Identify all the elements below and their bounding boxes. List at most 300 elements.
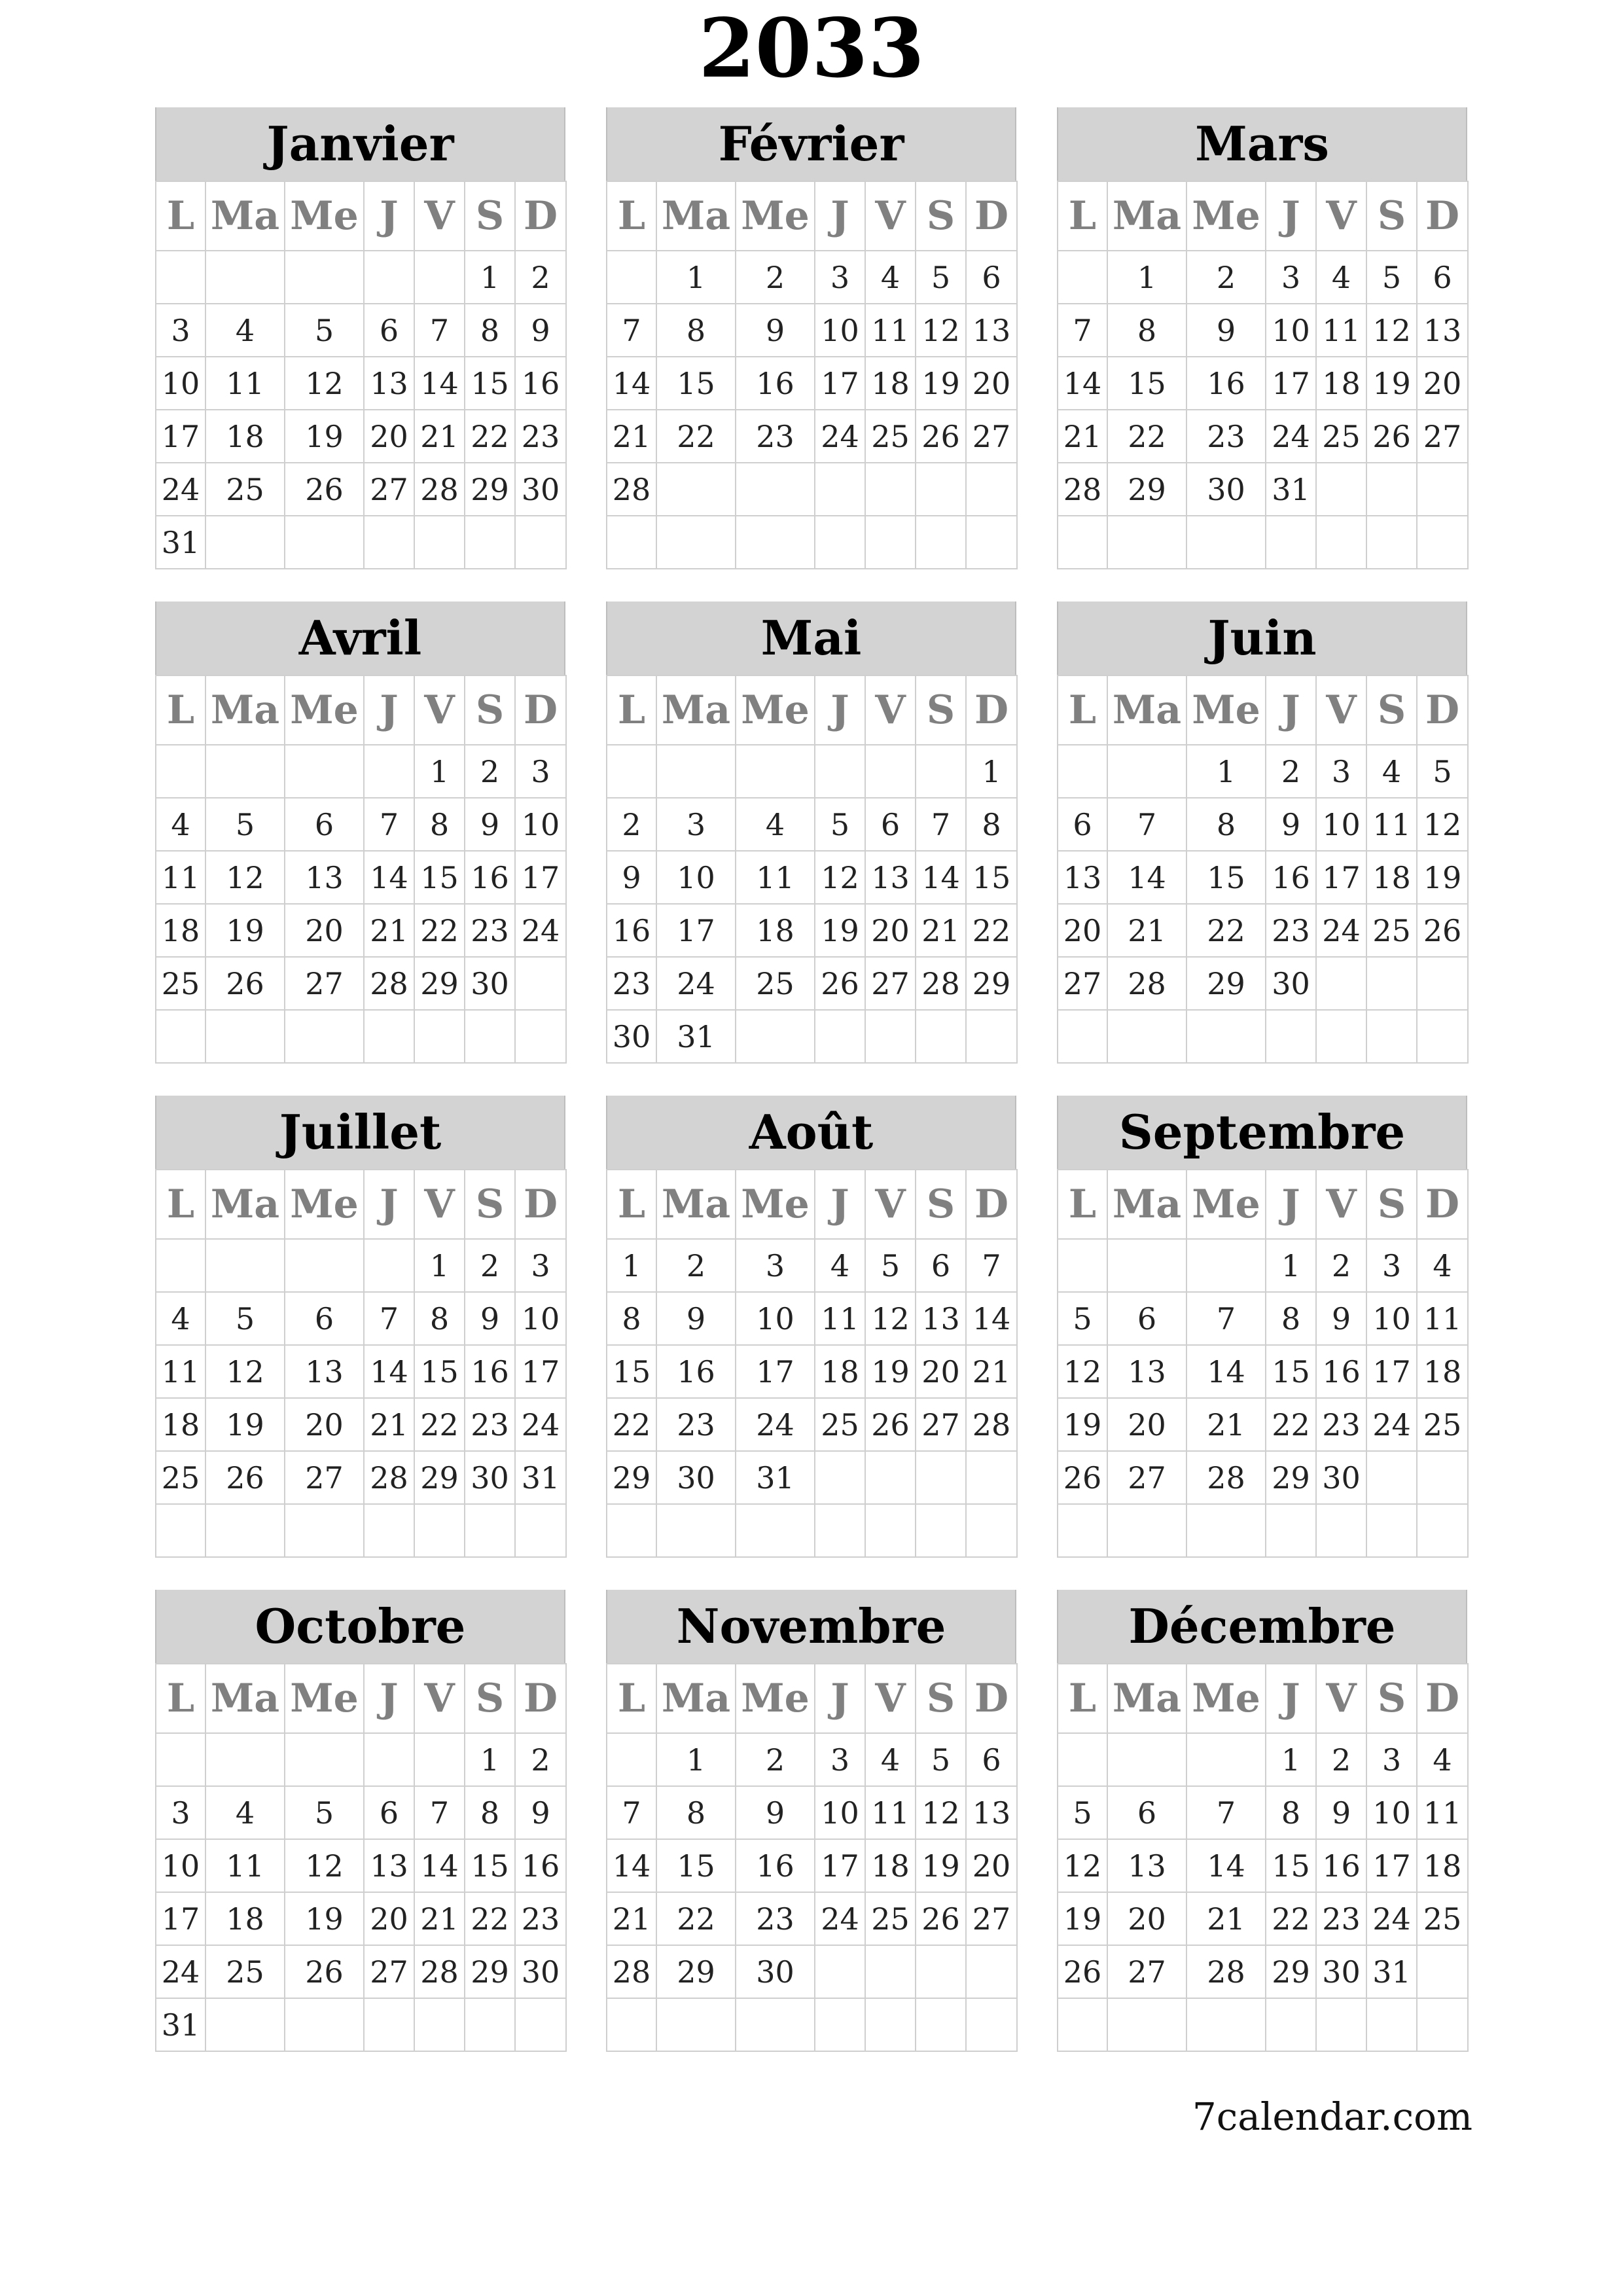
week-row bbox=[156, 1451, 566, 1504]
day-cell bbox=[815, 516, 865, 569]
day-cell bbox=[815, 463, 865, 516]
day-cell bbox=[1058, 1998, 1107, 2051]
day-cell: 31 bbox=[156, 1998, 205, 2051]
day-cell: 31 bbox=[515, 1451, 566, 1504]
day-cell: 18 bbox=[205, 1892, 285, 1945]
week-row bbox=[156, 304, 566, 357]
day-cell bbox=[1058, 1733, 1107, 1786]
day-cell: 5 bbox=[1417, 745, 1468, 798]
day-cell: 29 bbox=[465, 1945, 515, 1998]
day-cell: 1 bbox=[607, 1239, 656, 1292]
day-cell: 8 bbox=[656, 1786, 736, 1839]
day-cell bbox=[736, 516, 815, 569]
day-cell: 12 bbox=[916, 304, 966, 357]
week-row bbox=[607, 851, 1017, 904]
month-days-table bbox=[1057, 181, 1469, 569]
weekday-label: S bbox=[916, 1664, 966, 1733]
month-name: Septembre bbox=[1057, 1096, 1467, 1169]
weekday-label: D bbox=[515, 1664, 566, 1733]
day-cell bbox=[1058, 1239, 1107, 1292]
day-cell: 31 bbox=[156, 516, 205, 569]
week-row bbox=[607, 516, 1017, 569]
day-cell: 2 bbox=[515, 1733, 566, 1786]
day-cell: 15 bbox=[607, 1345, 656, 1398]
week-row bbox=[156, 1504, 566, 1557]
day-cell: 24 bbox=[815, 1892, 865, 1945]
day-cell: 8 bbox=[607, 1292, 656, 1345]
day-cell: 6 bbox=[364, 1786, 414, 1839]
weekday-label: L bbox=[156, 181, 205, 251]
day-cell: 23 bbox=[736, 1892, 815, 1945]
day-cell: 1 bbox=[1266, 1239, 1316, 1292]
week-row bbox=[156, 1733, 566, 1786]
weekday-label: L bbox=[607, 1664, 656, 1733]
weekday-label: L bbox=[1058, 1664, 1107, 1733]
day-cell: 5 bbox=[1058, 1292, 1107, 1345]
day-cell: 28 bbox=[414, 1945, 465, 1998]
day-cell: 14 bbox=[364, 1345, 414, 1398]
day-cell: 24 bbox=[815, 410, 865, 463]
weekday-label: D bbox=[1417, 1170, 1468, 1239]
day-cell: 14 bbox=[1186, 1345, 1266, 1398]
day-cell: 1 bbox=[1266, 1733, 1316, 1786]
weekday-label: Ma bbox=[205, 1170, 285, 1239]
day-cell bbox=[815, 1998, 865, 2051]
week-row bbox=[607, 1010, 1017, 1063]
day-cell: 21 bbox=[414, 410, 465, 463]
day-cell: 2 bbox=[736, 1733, 815, 1786]
weekday-label: V bbox=[865, 675, 916, 745]
week-row bbox=[607, 957, 1017, 1010]
day-cell: 19 bbox=[285, 410, 364, 463]
day-cell: 27 bbox=[364, 463, 414, 516]
day-cell: 9 bbox=[656, 1292, 736, 1345]
weekday-label: S bbox=[1366, 1170, 1417, 1239]
day-cell: 21 bbox=[966, 1345, 1017, 1398]
day-cell: 11 bbox=[1417, 1292, 1468, 1345]
day-cell: 20 bbox=[1058, 904, 1107, 957]
day-cell: 17 bbox=[736, 1345, 815, 1398]
day-cell: 16 bbox=[1266, 851, 1316, 904]
month-block bbox=[155, 107, 565, 559]
day-cell: 11 bbox=[1316, 304, 1366, 357]
weekday-label: Ma bbox=[1107, 181, 1186, 251]
weekday-label: V bbox=[414, 181, 465, 251]
weekday-label: S bbox=[465, 675, 515, 745]
day-cell bbox=[656, 516, 736, 569]
day-cell: 25 bbox=[1417, 1398, 1468, 1451]
day-cell: 13 bbox=[364, 357, 414, 410]
week-row bbox=[1058, 745, 1468, 798]
weekday-label: Me bbox=[736, 675, 815, 745]
day-cell bbox=[1366, 1010, 1417, 1063]
week-row bbox=[156, 1786, 566, 1839]
day-cell bbox=[414, 251, 465, 304]
day-cell: 20 bbox=[364, 410, 414, 463]
day-cell bbox=[1316, 463, 1366, 516]
day-cell: 20 bbox=[1417, 357, 1468, 410]
day-cell bbox=[364, 745, 414, 798]
weekday-label: V bbox=[865, 1170, 916, 1239]
day-cell: 8 bbox=[414, 1292, 465, 1345]
day-cell: 26 bbox=[865, 1398, 916, 1451]
day-cell: 18 bbox=[156, 1398, 205, 1451]
day-cell: 12 bbox=[865, 1292, 916, 1345]
weekday-label: D bbox=[1417, 181, 1468, 251]
weekday-label: S bbox=[916, 1170, 966, 1239]
day-cell: 21 bbox=[364, 1398, 414, 1451]
day-cell bbox=[865, 1504, 916, 1557]
day-cell: 17 bbox=[156, 410, 205, 463]
day-cell bbox=[656, 463, 736, 516]
day-cell: 12 bbox=[1058, 1345, 1107, 1398]
day-cell: 6 bbox=[1107, 1786, 1186, 1839]
day-cell bbox=[205, 745, 285, 798]
day-cell: 30 bbox=[656, 1451, 736, 1504]
month-block bbox=[1057, 1590, 1467, 2041]
day-cell: 23 bbox=[736, 410, 815, 463]
day-cell: 18 bbox=[865, 1839, 916, 1892]
day-cell bbox=[285, 1733, 364, 1786]
day-cell: 6 bbox=[285, 1292, 364, 1345]
day-cell: 29 bbox=[414, 957, 465, 1010]
week-row bbox=[156, 1945, 566, 1998]
weekday-label: S bbox=[1366, 181, 1417, 251]
week-row bbox=[156, 251, 566, 304]
day-cell: 18 bbox=[156, 904, 205, 957]
day-cell: 8 bbox=[1266, 1292, 1316, 1345]
weekday-label: L bbox=[1058, 1170, 1107, 1239]
day-cell: 9 bbox=[1266, 798, 1316, 851]
day-cell: 20 bbox=[865, 904, 916, 957]
weekday-label: V bbox=[1316, 181, 1366, 251]
day-cell: 28 bbox=[916, 957, 966, 1010]
day-cell bbox=[607, 1733, 656, 1786]
day-cell: 17 bbox=[815, 1839, 865, 1892]
day-cell: 14 bbox=[916, 851, 966, 904]
day-cell: 10 bbox=[1316, 798, 1366, 851]
month-block bbox=[606, 107, 1016, 559]
day-cell: 28 bbox=[607, 463, 656, 516]
day-cell: 20 bbox=[364, 1892, 414, 1945]
day-cell: 13 bbox=[1107, 1345, 1186, 1398]
day-cell: 28 bbox=[1186, 1451, 1266, 1504]
day-cell: 25 bbox=[1316, 410, 1366, 463]
day-cell: 10 bbox=[656, 851, 736, 904]
week-row bbox=[1058, 1945, 1468, 1998]
weekday-header-row bbox=[607, 1170, 1017, 1239]
day-cell: 24 bbox=[156, 463, 205, 516]
day-cell bbox=[285, 516, 364, 569]
day-cell: 18 bbox=[1316, 357, 1366, 410]
day-cell: 12 bbox=[916, 1786, 966, 1839]
day-cell bbox=[156, 251, 205, 304]
day-cell bbox=[414, 516, 465, 569]
week-row bbox=[607, 1786, 1017, 1839]
month-block bbox=[606, 601, 1016, 1053]
week-row bbox=[156, 410, 566, 463]
weekday-label: V bbox=[865, 181, 916, 251]
day-cell: 20 bbox=[916, 1345, 966, 1398]
day-cell bbox=[1316, 1504, 1366, 1557]
weekday-label: D bbox=[966, 181, 1017, 251]
weekday-label: D bbox=[1417, 675, 1468, 745]
month-name: Août bbox=[606, 1096, 1016, 1169]
day-cell bbox=[1366, 1998, 1417, 2051]
day-cell: 16 bbox=[607, 904, 656, 957]
month-block bbox=[155, 1590, 565, 2041]
weekday-label: J bbox=[1266, 675, 1316, 745]
week-row bbox=[1058, 1239, 1468, 1292]
day-cell: 24 bbox=[736, 1398, 815, 1451]
week-row bbox=[607, 1945, 1017, 1998]
month-name: Décembre bbox=[1057, 1590, 1467, 1663]
weekday-label: Me bbox=[736, 181, 815, 251]
day-cell bbox=[1316, 1010, 1366, 1063]
day-cell: 27 bbox=[966, 1892, 1017, 1945]
day-cell: 7 bbox=[916, 798, 966, 851]
day-cell: 27 bbox=[1107, 1945, 1186, 1998]
day-cell: 16 bbox=[1316, 1839, 1366, 1892]
day-cell: 7 bbox=[364, 1292, 414, 1345]
day-cell: 30 bbox=[1186, 463, 1266, 516]
day-cell bbox=[865, 1945, 916, 1998]
day-cell: 16 bbox=[515, 1839, 566, 1892]
day-cell: 15 bbox=[414, 1345, 465, 1398]
week-row bbox=[156, 1239, 566, 1292]
day-cell: 29 bbox=[465, 463, 515, 516]
day-cell: 9 bbox=[736, 1786, 815, 1839]
day-cell bbox=[1186, 1010, 1266, 1063]
weekday-label: Ma bbox=[1107, 1664, 1186, 1733]
day-cell: 26 bbox=[1058, 1451, 1107, 1504]
week-row bbox=[607, 1398, 1017, 1451]
month-days-table bbox=[1057, 675, 1469, 1064]
day-cell bbox=[1186, 1504, 1266, 1557]
day-cell bbox=[285, 745, 364, 798]
day-cell: 19 bbox=[285, 1892, 364, 1945]
day-cell: 6 bbox=[966, 251, 1017, 304]
day-cell: 1 bbox=[465, 251, 515, 304]
weekday-label: Ma bbox=[656, 1170, 736, 1239]
day-cell: 23 bbox=[656, 1398, 736, 1451]
day-cell bbox=[465, 516, 515, 569]
day-cell: 23 bbox=[515, 410, 566, 463]
day-cell bbox=[515, 1998, 566, 2051]
day-cell: 4 bbox=[205, 1786, 285, 1839]
day-cell: 25 bbox=[1366, 904, 1417, 957]
day-cell: 25 bbox=[815, 1398, 865, 1451]
day-cell: 28 bbox=[1107, 957, 1186, 1010]
day-cell: 8 bbox=[1186, 798, 1266, 851]
weekday-label: S bbox=[1366, 675, 1417, 745]
day-cell: 17 bbox=[656, 904, 736, 957]
week-row bbox=[1058, 1398, 1468, 1451]
day-cell: 11 bbox=[1366, 798, 1417, 851]
weekday-label: Me bbox=[285, 181, 364, 251]
month-name: Juillet bbox=[155, 1096, 565, 1169]
weekday-label: J bbox=[1266, 181, 1316, 251]
day-cell bbox=[1266, 1504, 1316, 1557]
day-cell bbox=[1058, 251, 1107, 304]
week-row bbox=[1058, 904, 1468, 957]
day-cell: 19 bbox=[916, 357, 966, 410]
day-cell bbox=[285, 1504, 364, 1557]
day-cell: 4 bbox=[1366, 745, 1417, 798]
day-cell: 18 bbox=[205, 410, 285, 463]
day-cell: 4 bbox=[865, 1733, 916, 1786]
day-cell: 6 bbox=[1058, 798, 1107, 851]
day-cell: 1 bbox=[656, 251, 736, 304]
day-cell bbox=[465, 1504, 515, 1557]
week-row bbox=[607, 357, 1017, 410]
day-cell: 1 bbox=[465, 1733, 515, 1786]
footer-site-name: 7calendar.com bbox=[1192, 2094, 1472, 2139]
week-row bbox=[1058, 463, 1468, 516]
day-cell: 7 bbox=[414, 304, 465, 357]
day-cell: 15 bbox=[1266, 1345, 1316, 1398]
day-cell bbox=[966, 1010, 1017, 1063]
day-cell: 13 bbox=[1417, 304, 1468, 357]
day-cell: 2 bbox=[607, 798, 656, 851]
day-cell: 31 bbox=[1366, 1945, 1417, 1998]
day-cell bbox=[285, 251, 364, 304]
day-cell bbox=[916, 1010, 966, 1063]
weekday-label: Ma bbox=[656, 675, 736, 745]
week-row bbox=[156, 463, 566, 516]
day-cell: 28 bbox=[966, 1398, 1017, 1451]
week-row bbox=[607, 798, 1017, 851]
day-cell bbox=[414, 1733, 465, 1786]
day-cell: 25 bbox=[865, 1892, 916, 1945]
weekday-label: Ma bbox=[205, 675, 285, 745]
weekday-label: D bbox=[966, 1664, 1017, 1733]
day-cell: 27 bbox=[1417, 410, 1468, 463]
day-cell bbox=[364, 1010, 414, 1063]
day-cell bbox=[916, 516, 966, 569]
day-cell bbox=[736, 1998, 815, 2051]
day-cell: 2 bbox=[1316, 1733, 1366, 1786]
weekday-label: L bbox=[156, 1170, 205, 1239]
week-row bbox=[1058, 1998, 1468, 2051]
day-cell bbox=[815, 1945, 865, 1998]
day-cell bbox=[515, 1504, 566, 1557]
day-cell bbox=[1417, 516, 1468, 569]
day-cell: 25 bbox=[156, 1451, 205, 1504]
month-days-table bbox=[155, 1663, 567, 2052]
day-cell: 1 bbox=[414, 745, 465, 798]
day-cell: 11 bbox=[205, 357, 285, 410]
day-cell: 12 bbox=[1366, 304, 1417, 357]
day-cell bbox=[1107, 516, 1186, 569]
weekday-label: J bbox=[815, 1664, 865, 1733]
weekday-label: V bbox=[1316, 675, 1366, 745]
day-cell bbox=[1266, 516, 1316, 569]
day-cell: 30 bbox=[1316, 1945, 1366, 1998]
week-row bbox=[1058, 1345, 1468, 1398]
day-cell: 9 bbox=[607, 851, 656, 904]
day-cell: 23 bbox=[1266, 904, 1316, 957]
day-cell: 20 bbox=[966, 1839, 1017, 1892]
week-row bbox=[156, 904, 566, 957]
day-cell: 22 bbox=[1107, 410, 1186, 463]
day-cell: 13 bbox=[916, 1292, 966, 1345]
day-cell bbox=[205, 1733, 285, 1786]
day-cell: 22 bbox=[1266, 1398, 1316, 1451]
weekday-label: L bbox=[607, 675, 656, 745]
day-cell: 27 bbox=[285, 1451, 364, 1504]
day-cell bbox=[966, 516, 1017, 569]
day-cell bbox=[815, 1010, 865, 1063]
day-cell bbox=[1366, 463, 1417, 516]
day-cell: 3 bbox=[1266, 251, 1316, 304]
day-cell: 13 bbox=[364, 1839, 414, 1892]
weekday-header-row bbox=[1058, 181, 1468, 251]
day-cell: 5 bbox=[815, 798, 865, 851]
day-cell: 29 bbox=[1107, 463, 1186, 516]
day-cell: 3 bbox=[1366, 1239, 1417, 1292]
day-cell: 22 bbox=[1266, 1892, 1316, 1945]
day-cell: 4 bbox=[865, 251, 916, 304]
day-cell: 20 bbox=[1107, 1892, 1186, 1945]
day-cell: 7 bbox=[607, 1786, 656, 1839]
day-cell: 29 bbox=[1186, 957, 1266, 1010]
day-cell: 4 bbox=[815, 1239, 865, 1292]
day-cell: 3 bbox=[515, 1239, 566, 1292]
weekday-label: J bbox=[364, 675, 414, 745]
weekday-label: Ma bbox=[1107, 1170, 1186, 1239]
weekday-label: J bbox=[364, 181, 414, 251]
day-cell: 11 bbox=[1417, 1786, 1468, 1839]
day-cell bbox=[1107, 1733, 1186, 1786]
month-days-table bbox=[606, 1169, 1018, 1558]
day-cell: 6 bbox=[1107, 1292, 1186, 1345]
day-cell bbox=[1186, 516, 1266, 569]
week-row bbox=[607, 1451, 1017, 1504]
month-days-table bbox=[155, 1169, 567, 1558]
weekday-label: Ma bbox=[1107, 675, 1186, 745]
day-cell: 14 bbox=[607, 357, 656, 410]
day-cell: 9 bbox=[515, 1786, 566, 1839]
day-cell bbox=[1266, 1998, 1316, 2051]
day-cell: 12 bbox=[205, 1345, 285, 1398]
day-cell bbox=[916, 1998, 966, 2051]
day-cell: 29 bbox=[656, 1945, 736, 1998]
day-cell: 14 bbox=[1107, 851, 1186, 904]
week-row bbox=[1058, 851, 1468, 904]
day-cell: 5 bbox=[1366, 251, 1417, 304]
day-cell: 16 bbox=[465, 851, 515, 904]
day-cell: 3 bbox=[1316, 745, 1366, 798]
day-cell bbox=[1316, 516, 1366, 569]
month-days-table bbox=[606, 181, 1018, 569]
week-row bbox=[607, 1504, 1017, 1557]
day-cell bbox=[156, 1733, 205, 1786]
day-cell: 19 bbox=[205, 1398, 285, 1451]
day-cell: 8 bbox=[465, 1786, 515, 1839]
day-cell: 20 bbox=[966, 357, 1017, 410]
weekday-label: J bbox=[1266, 1170, 1316, 1239]
weekday-header-row bbox=[1058, 1664, 1468, 1733]
weekday-label: L bbox=[1058, 181, 1107, 251]
day-cell bbox=[607, 1998, 656, 2051]
day-cell: 15 bbox=[656, 357, 736, 410]
day-cell bbox=[364, 251, 414, 304]
day-cell bbox=[205, 1504, 285, 1557]
day-cell: 22 bbox=[465, 1892, 515, 1945]
day-cell: 26 bbox=[205, 957, 285, 1010]
weekday-label: J bbox=[815, 675, 865, 745]
